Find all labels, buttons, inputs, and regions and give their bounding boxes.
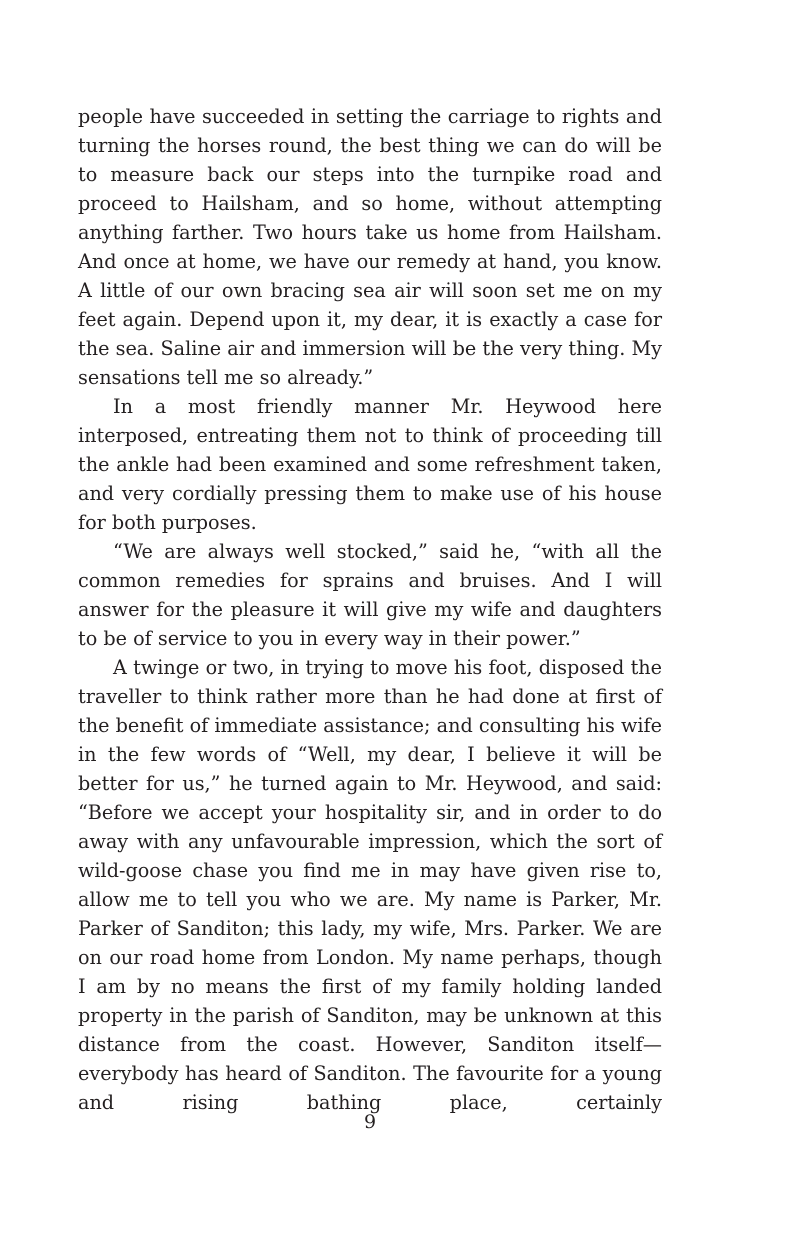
paragraph-twinge: A twinge or two, in trying to move his foot, disposed the traveller to think rather more than he had done at first of the benefit of immediate assistance; and consulting his wife in the few words of “Well, my dear, I believe it will be better for us,” he turned again to Mr. Heywood, and said: “Before we accept your hospitality sir, and in order to do away with any unfavourable impression, which the sort of wild-goose chase you find me in may have given rise to, allow me to tell you who we are. My name is Parker, Mr. Parker of Sanditon; this lady, my wife, Mrs. Parker. We are on our road home from London. My name perhaps, though I am by no means the first of my family holding landed property in the parish of Sanditon, may be unknown at this distance from the coast. However, Sanditon itself—everybody has heard of Sanditon. The favourite for a young and rising bathing place, certainly [78, 656, 662, 1114]
body-text [78, 102, 662, 1117]
page-number: 9 [363, 1111, 377, 1133]
paragraph-heywood-interposes: In a most friendly manner Mr. Heywood here interposed, entreating them not to think of proceeding till the ankle had been examined and some refreshment taken, and very cordially pressing them to make use of his house for both purposes. [78, 395, 662, 534]
paragraph-continuation: people have succeeded in setting the carriage to rights and turning the horses round, the best thing we can do will be to measure back our steps into the turnpike road and proceed to Hailsham, and so home, without attempting anything farther. Two hours take us home from Hailsham. And once at home, we have our remedy at hand, you know. A little of our own bracing sea air will soon set me on my feet again. Depend upon it, my dear, it is exactly a case for the sea. Saline air and immersion will be the very thing. My sensations tell me so already.” [78, 105, 662, 389]
paragraph-well-stocked: “We are always well stocked,” said he, “with all the common remedies for sprains and bruises. And I will answer for the pleasure it will give my wife and daughters to be of service to you in every way in their power.” [78, 540, 662, 650]
